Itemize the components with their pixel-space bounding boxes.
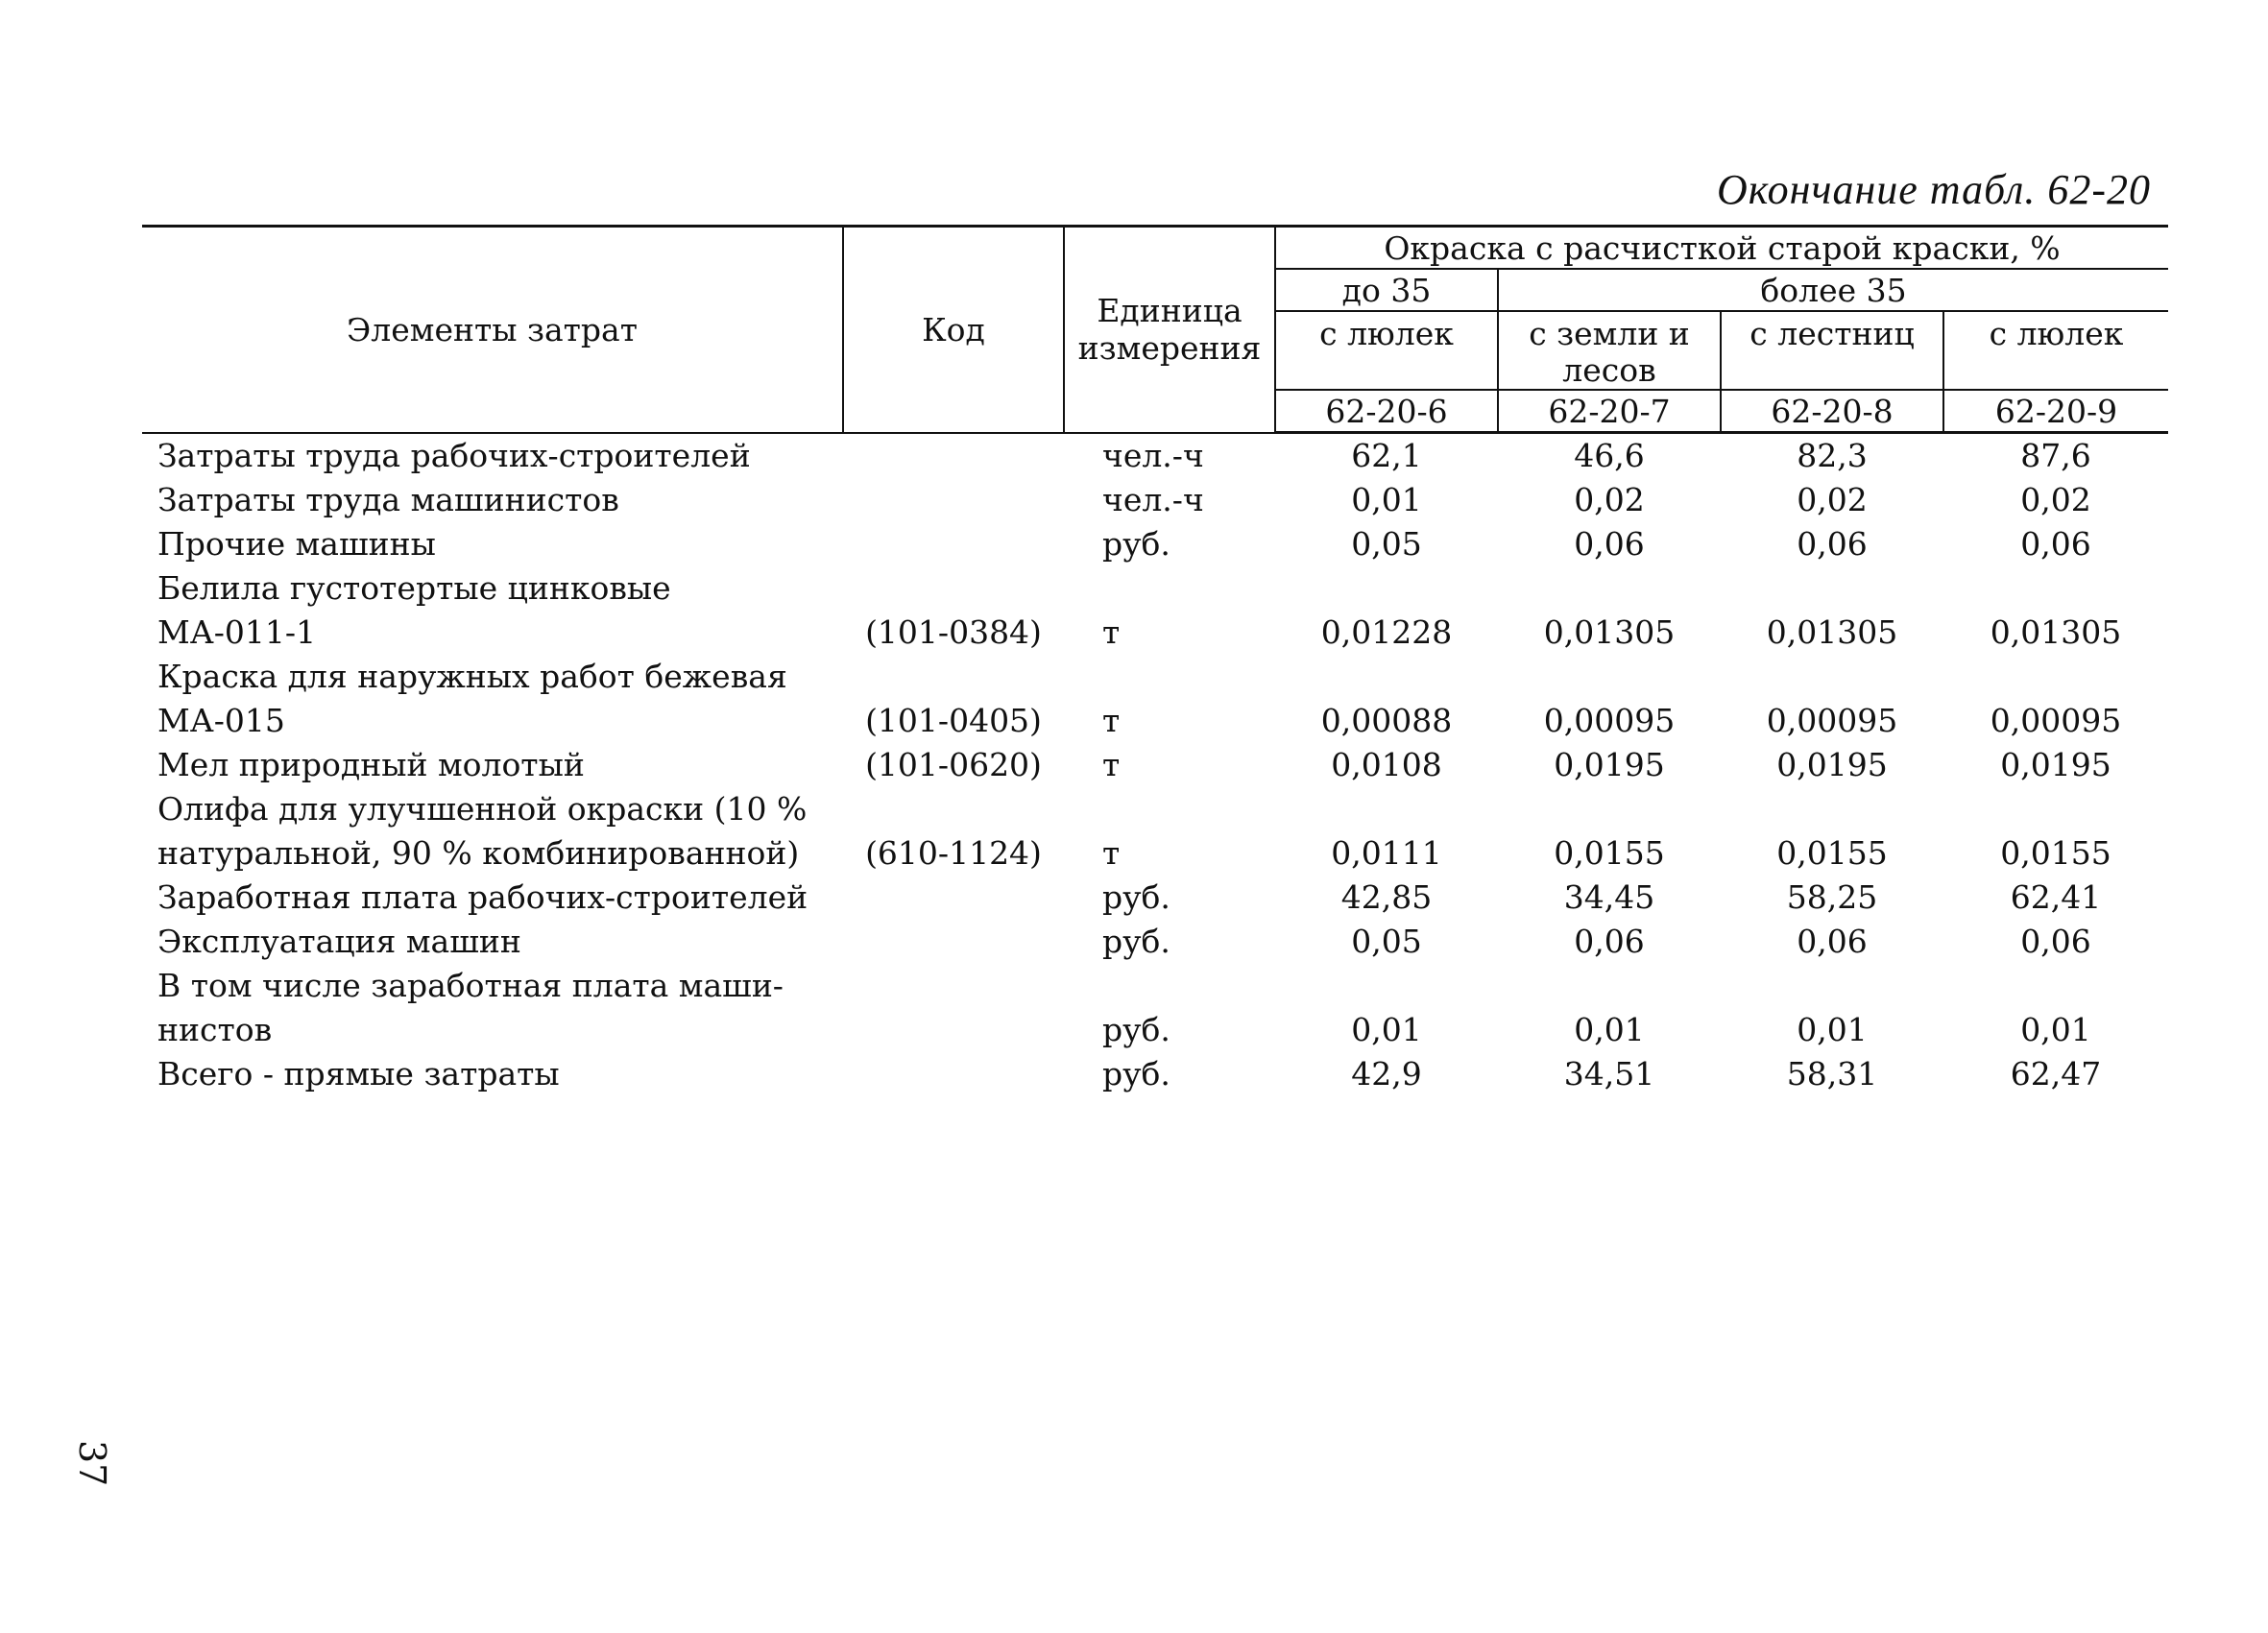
row-name: В том числе заработная плата маши- — [157, 967, 784, 1004]
row-value-col3: 0,06 — [1797, 923, 1868, 960]
row-value-col2 — [1498, 964, 1721, 1008]
row-value-col1: 0,0111 — [1331, 834, 1442, 872]
table-row — [142, 964, 2168, 1008]
table-caption: Окончание табл. 62-20 — [1716, 166, 2151, 213]
row-unit: т — [1102, 834, 1121, 872]
row-value-col4: 0,02 — [2020, 481, 2091, 518]
header-col4-code: 62-20-9 — [1943, 390, 2168, 433]
row-value-col4: 0,01305 — [1990, 613, 2122, 651]
row-value-col4: 62,47 — [2010, 1055, 2102, 1093]
row-unit — [1064, 566, 1275, 611]
row-value-col4: 0,06 — [2020, 923, 2091, 960]
row-value-col2: 0,02 — [1574, 481, 1645, 518]
table-row — [142, 831, 2168, 876]
header-unit-line2: измерения — [1077, 329, 1262, 368]
row-value-col4: 0,0155 — [2000, 834, 2111, 872]
row-value-col4 — [1943, 787, 2168, 831]
row-name: нистов — [157, 1011, 273, 1048]
page-number: 37 — [71, 1440, 113, 1487]
row-value-col3: 58,31 — [1786, 1055, 1878, 1093]
row-value-col3 — [1721, 964, 1943, 1008]
table-row — [142, 655, 2168, 699]
row-code — [843, 655, 1064, 699]
table-row — [142, 433, 2168, 479]
table-header — [142, 227, 2168, 433]
row-value-col4: 0,01 — [2020, 1011, 2091, 1048]
row-value-col3: 58,25 — [1786, 878, 1878, 916]
table-body — [142, 433, 2168, 1097]
row-value-col3 — [1721, 787, 1943, 831]
row-value-col3: 0,00095 — [1766, 702, 1898, 739]
row-value-col1 — [1275, 655, 1498, 699]
row-value-col2 — [1498, 566, 1721, 611]
row-code — [843, 920, 1064, 964]
row-unit: руб. — [1102, 525, 1170, 563]
row-value-col1: 42,85 — [1340, 878, 1433, 916]
row-name: Белила густотертые цинковые — [157, 569, 671, 607]
row-unit — [1064, 964, 1275, 1008]
header-col2-method — [1498, 311, 1721, 390]
row-unit — [1064, 787, 1275, 831]
row-value-col3: 0,0155 — [1776, 834, 1888, 872]
header-col1-code: 62-20-6 — [1275, 390, 1498, 433]
row-unit: т — [1102, 702, 1121, 739]
header-sub-a: до 35 — [1275, 269, 1498, 311]
row-unit: чел.-ч — [1102, 481, 1204, 518]
row-name: Мел природный молотый — [157, 746, 585, 783]
row-name: Олифа для улучшенной окраски (10 % — [157, 790, 808, 828]
row-value-col4: 0,00095 — [1990, 702, 2122, 739]
row-name: МА-015 — [157, 702, 285, 739]
row-unit: руб. — [1102, 1011, 1170, 1048]
table-row — [142, 787, 2168, 831]
header-unit — [1064, 227, 1275, 433]
header-col2-method-line1: с земли и — [1529, 315, 1690, 352]
row-code — [843, 1008, 1064, 1052]
table-row — [142, 1008, 2168, 1052]
row-value-col2: 0,06 — [1574, 525, 1645, 563]
row-code — [843, 478, 1064, 522]
row-value-col1: 62,1 — [1351, 437, 1422, 474]
row-code — [843, 876, 1064, 920]
header-elements: Элементы затрат — [142, 227, 843, 433]
header-col2-method-line2: лесов — [1562, 351, 1656, 389]
row-value-col2: 0,01 — [1574, 1011, 1645, 1048]
row-code: (101-0384) — [865, 613, 1042, 651]
row-value-col2: 0,06 — [1574, 923, 1645, 960]
row-value-col2: 0,00095 — [1543, 702, 1676, 739]
header-col3-method: с лестниц — [1721, 311, 1943, 390]
row-value-col1: 0,01 — [1351, 1011, 1422, 1048]
row-unit: т — [1102, 613, 1121, 651]
row-value-col1: 0,05 — [1351, 923, 1422, 960]
row-value-col1: 42,9 — [1351, 1055, 1422, 1093]
row-value-col4: 62,41 — [2010, 878, 2102, 916]
row-code: (610-1124) — [865, 834, 1042, 872]
row-value-col4: 0,06 — [2020, 525, 2091, 563]
table-row — [142, 920, 2168, 964]
row-value-col4 — [1943, 655, 2168, 699]
table-row — [142, 566, 2168, 611]
row-value-col2: 46,6 — [1574, 437, 1645, 474]
table-row — [142, 611, 2168, 655]
header-unit-line1: Единица — [1097, 292, 1243, 330]
row-unit: руб. — [1102, 878, 1170, 916]
table-row — [142, 699, 2168, 743]
row-name: МА-011-1 — [157, 613, 317, 651]
header-col2-code: 62-20-7 — [1498, 390, 1721, 433]
header-col1-method: с люлек — [1275, 311, 1498, 390]
row-value-col2: 0,0155 — [1554, 834, 1665, 872]
row-value-col2: 0,0195 — [1554, 746, 1665, 783]
row-unit: чел.-ч — [1102, 436, 1204, 474]
row-name: Затраты труда машинистов — [157, 481, 619, 518]
row-value-col2 — [1498, 787, 1721, 831]
header-col4-method: с люлек — [1943, 311, 2168, 390]
row-value-col2 — [1498, 655, 1721, 699]
row-value-col2: 0,01305 — [1543, 613, 1676, 651]
row-value-col3: 0,0195 — [1776, 746, 1888, 783]
row-value-col4: 0,0195 — [2000, 746, 2111, 783]
row-value-col1: 0,0108 — [1331, 746, 1442, 783]
table-row — [142, 743, 2168, 787]
row-code — [843, 787, 1064, 831]
row-value-col4 — [1943, 964, 2168, 1008]
cost-table — [142, 225, 2168, 1096]
row-value-col4: 87,6 — [2020, 437, 2091, 474]
row-code: (101-0405) — [865, 702, 1042, 739]
table-row — [142, 478, 2168, 522]
row-value-col1: 0,00088 — [1320, 702, 1453, 739]
row-value-col3: 0,06 — [1797, 525, 1868, 563]
row-code — [843, 1052, 1064, 1096]
row-value-col3: 0,02 — [1797, 481, 1868, 518]
row-value-col1: 0,01228 — [1320, 613, 1453, 651]
row-value-col2: 34,45 — [1563, 878, 1655, 916]
row-value-col1 — [1275, 964, 1498, 1008]
row-value-col3 — [1721, 655, 1943, 699]
row-name: Всего - прямые затраты — [157, 1055, 560, 1093]
row-unit: руб. — [1102, 923, 1170, 960]
row-name: Эксплуатация машин — [157, 923, 521, 960]
row-unit — [1064, 655, 1275, 699]
row-code — [843, 522, 1064, 566]
header-group: Окраска с расчисткой старой краски, % — [1275, 227, 2168, 270]
row-name: Прочие машины — [157, 525, 436, 563]
row-name: Затраты труда рабочих-строителей — [157, 436, 751, 474]
row-value-col3: 0,01 — [1797, 1011, 1868, 1048]
row-value-col1 — [1275, 566, 1498, 611]
row-unit: т — [1102, 746, 1121, 783]
row-name: Краска для наружных работ бежевая — [157, 658, 787, 695]
row-value-col4 — [1943, 566, 2168, 611]
row-unit: руб. — [1102, 1055, 1170, 1093]
table-row — [142, 876, 2168, 920]
row-code: (101-0620) — [865, 746, 1042, 783]
row-value-col3: 0,01305 — [1766, 613, 1898, 651]
row-value-col2: 34,51 — [1563, 1055, 1655, 1093]
row-value-col3 — [1721, 566, 1943, 611]
row-name: натуральной, 90 % комбинированной) — [157, 834, 800, 872]
row-code — [843, 566, 1064, 611]
table-row — [142, 522, 2168, 566]
table-row — [142, 1052, 2168, 1096]
header-sub-b: более 35 — [1498, 269, 2168, 311]
row-value-col1: 0,05 — [1351, 525, 1422, 563]
header-code: Код — [843, 227, 1064, 433]
row-value-col1 — [1275, 787, 1498, 831]
row-value-col3: 82,3 — [1797, 437, 1868, 474]
row-name: Заработная плата рабочих-строителей — [157, 878, 808, 916]
row-code — [843, 433, 1064, 479]
header-col3-code: 62-20-8 — [1721, 390, 1943, 433]
row-code — [843, 964, 1064, 1008]
row-value-col1: 0,01 — [1351, 481, 1422, 518]
